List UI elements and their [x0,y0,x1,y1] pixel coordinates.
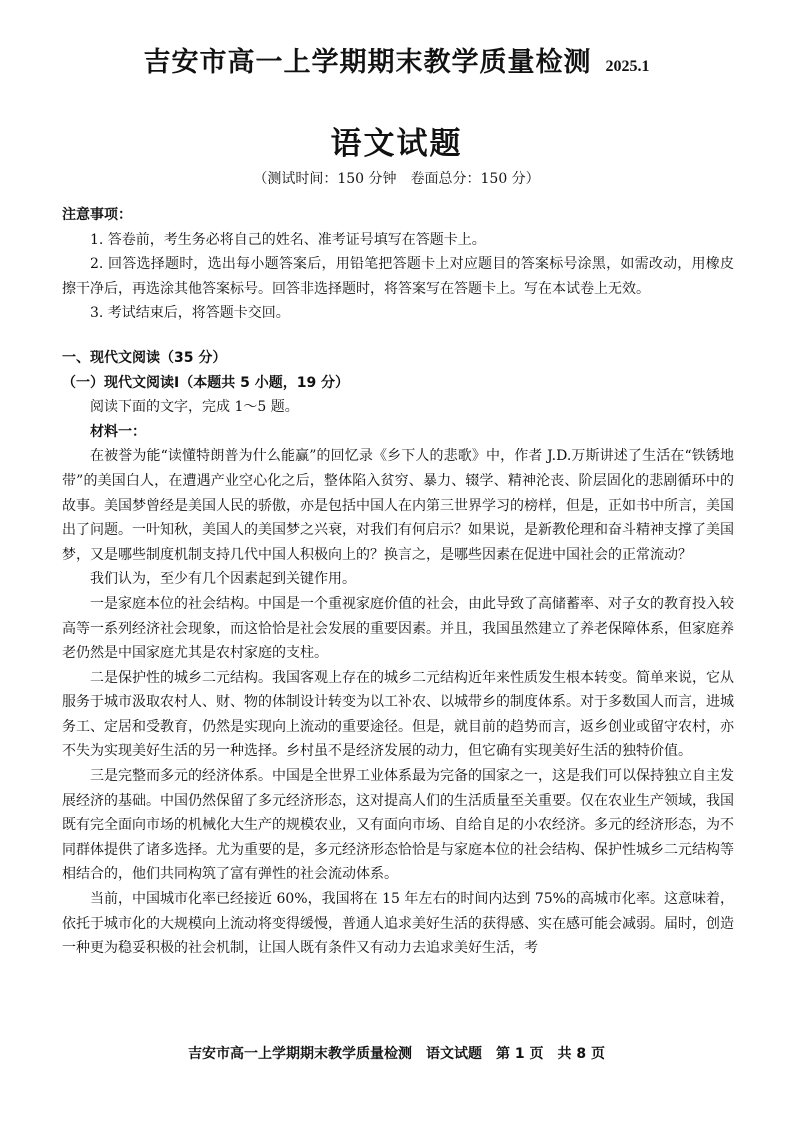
exam-header [0,40,793,79]
section-subheading: （一）现代文阅读Ⅰ（本题共 5 小题，19 分） [62,374,350,391]
page-footer: 吉安市高一上学期期末教学质量检测 语文试题 第 1 页 共 8 页 [188,1046,605,1062]
notice-item-1: 1. 答卷前，考生务必将自己的姓名、准考证号填写在答题卡上。 [90,231,486,248]
exam-info: （测试时间：150 分钟 卷面总分：150 分） [253,171,540,187]
paragraph: 二是保护性的城乡二元结构。我国客观上存在的城乡二元结构近年来性质发生根本转变。简单来说，它从服务于城市汲取农村人、财、物的体制设计转变为以工补农、以城带乡的制度体系。对于多数国人而言，进城务工、定居和受教育，仍然是实现向上流动的重要途径。但是，就目前的趋势而言，返乡创业或留守农村，亦不失为实现美好生活的另一种选择。乡村虽不是经济发展的动力，但它确有实现美好生活的独特价值。 [62,669,734,760]
material-label: 材料一： [90,423,146,440]
subject-title: 语文试题 [330,126,463,162]
section-heading: 一、现代文阅读（35 分） [62,349,227,366]
paragraph: 我们认为，至少有几个因素起到关键作用。 [90,571,356,588]
exam-content [62,203,734,961]
reading-instruction: 阅读下面的文字，完成 1～5 题。 [90,399,299,416]
exam-date: 2025.1 [605,58,650,75]
notice-item-3: 3. 考试结束后，将答题卡交回。 [90,305,290,322]
notice-item-2: 2. 回答选择题时，选出每小题答案后，用铅笔把答题卡上对应题目的答案标号涂黑，如需改动，用橡皮擦干净后，再选涂其他答案标号。回答非选择题时，将答案写在答题卡上。写在本试卷上无效。 [62,256,734,297]
paragraph: 在被誉为能“读懂特朗普为什么能赢”的回忆录《乡下人的悲歌》中，作者 J.D.万斯讲述了生活在“铁锈地带”的美国白人，在遭遇产业空心化之后，整体陷入贫穷、暴力、辍学、精神沦丧、阶层固化的悲剧循环中的故事。美国梦曾经是美国人民的骄傲，亦是包括中国人在内第三世界学习的榜样，但是，正如书中所言，美国出了问题。一叶知秋，美国人的美国梦之兴衰，对我们有何启示？如果说，是新教伦理和奋斗精神支撑了美国梦，又是哪些制度机制支持几代中国人积极向上的？换言之，是哪些因素在促进中国社会的正常流动？ [62,448,734,563]
notice-heading: 注意事项： [62,207,132,223]
exam-title: 吉安市高一上学期期末教学质量检测 [143,47,592,78]
paragraph: 当前，中国城市化率已经接近 60%，我国将在 15 年左右的时间内达到 75%的高城市化率。这意味着，依托于城市化的大规模向上流动将变得缓慢，普通人追求美好生活的获得感、实在感可能会减弱。届时，创造一种更为稳妥积极的社会机制，让国人既有条件又有动力去追求美好生活，考 [62,891,734,957]
paragraph: 三是完整而多元的经济体系。中国是全世界工业体系最为完备的国家之一，这是我们可以保持独立自主发展经济的基础。中国仍然保留了多元经济形态，这对提高人们的生活质量至关重要。仅在农业生产领域，我国既有完全面向市场的机械化大生产的规模农业，又有面向市场、自给自足的小农经济。多元的经济形态，为不同群体提供了诸多选择。尤为重要的是，多元经济形态恰恰是与家庭本位的社会结构、保护性城乡二元结构等相结合的，他们共同构筑了富有弹性的社会流动体系。 [62,768,734,883]
paragraph: 一是家庭本位的社会结构。中国是一个重视家庭价值的社会，由此导致了高储蓄率、对子女的教育投入较高等一系列经济社会现象，而这恰恰是社会发展的重要因素。并且，我国虽然建立了养老保障体系，但家庭养老仍然是中国家庭尤其是农村家庭的支柱。 [62,595,734,662]
spacer [62,326,734,346]
